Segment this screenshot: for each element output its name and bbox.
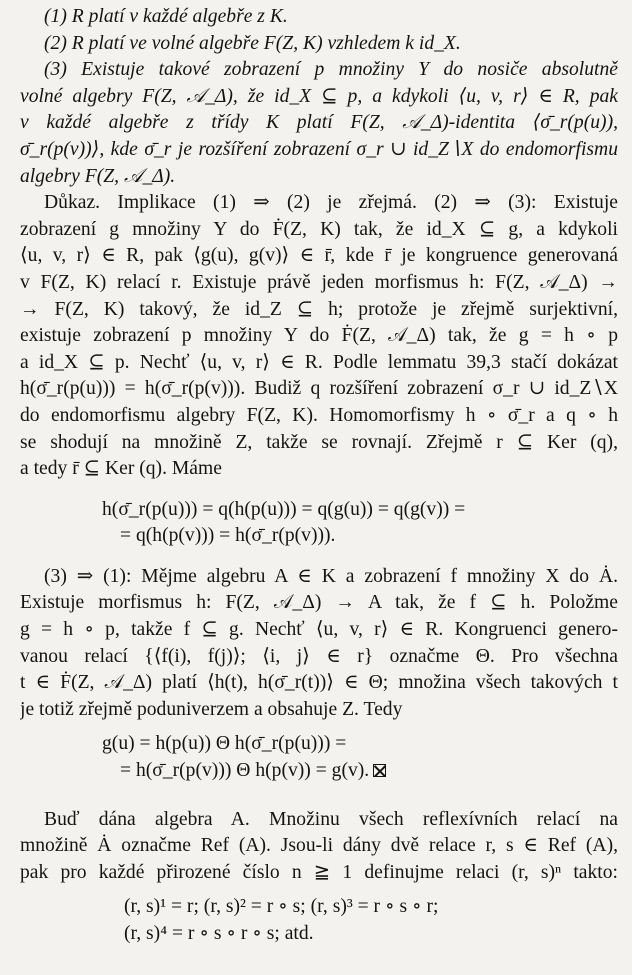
line-text: volné algebry F(Z, 𝒜_Δ), že id_X ⊆ p, a kdykoli ⟨u, v, r⟩ ∈ R, pak	[20, 85, 618, 107]
line-text: Existuje morfismus h: F(Z, 𝒜_Δ) → A tak, že f ⊆ h. Položme	[20, 592, 618, 614]
text-line	[20, 807, 618, 834]
line-text: existuje zobrazení p množiny Y do Ḟ(Z, 𝒜_Δ) tak, že g = h ∘ p	[20, 325, 618, 347]
text-line	[20, 110, 618, 137]
line-text: t ∈ Ḟ(Z, 𝒜_Δ) platí ⟨h(t), h(σ̄_r(t))⟩ ∈ Θ; množina všech takových t	[20, 672, 618, 694]
text-line	[20, 497, 618, 524]
text-line	[20, 617, 618, 644]
line-text: v každé algebře z třídy K platí F(Z, 𝒜_Δ)-identita ⟨σ̄_r(p(u)),	[20, 112, 618, 134]
line-text: vanou relací {⟨f(i), f(j)⟩; ⟨i, j⟩ ∈ r} označme Θ. Pro všechna	[20, 645, 618, 667]
line-text: (r, s)¹ = r; (r, s)² = r ∘ s; (r, s)³ = r ∘ s ∘ r;	[124, 896, 439, 918]
text-line	[20, 670, 618, 697]
qed-box-icon	[373, 764, 386, 777]
text-line	[20, 523, 618, 550]
text-line	[20, 456, 618, 483]
line-text: pak pro každé přirozené číslo n ≧ 1 definujme relaci (r, s)ⁿ takto:	[20, 861, 618, 883]
text-line	[20, 833, 618, 860]
line-text: množině Ȧ označme Ref (A). Jsou-li dány dvě relace r, s ∈ Ref (A),	[20, 835, 618, 857]
text-line	[20, 860, 618, 887]
line-text: = q(h(p(v))) = h(σ̄_r(p(v))).	[120, 525, 336, 547]
spacer	[20, 483, 618, 497]
spacer	[20, 723, 618, 731]
line-text: a tedy r̄ ⊆ Ker (q). Máme	[20, 458, 222, 480]
spacer	[20, 550, 618, 564]
text-line	[20, 243, 618, 270]
line-text: algebry F(Z, 𝒜_Δ).	[20, 165, 176, 187]
text-line	[20, 564, 618, 591]
line-text: g = h ∘ p, takže f ⊆ g. Nechť ⟨u, v, r⟩ ∈ R. Kongruenci genero-	[20, 619, 618, 641]
text-line	[20, 697, 618, 724]
text-line	[20, 57, 618, 84]
line-text: (3) ⇒ (1): Mějme algebru A ∈ K a zobrazení f množiny X do Ȧ.	[44, 565, 618, 587]
text-line	[20, 921, 618, 948]
text-line	[20, 350, 618, 377]
text-line	[20, 894, 618, 921]
line-text: h(σ̄_r(p(u))) = q(h(p(u))) = q(g(u)) = q(g(v)) =	[102, 498, 466, 520]
text-line	[20, 430, 618, 457]
text-line	[20, 644, 618, 671]
line-text: ⟨u, v, r⟩ ∈ R, pak ⟨g(u), g(v)⟩ ∈ r̄, kde r̄ je kongruence generovaná	[20, 245, 618, 267]
spacer	[20, 886, 618, 894]
line-text: (r, s)⁴ = r ∘ s ∘ r ∘ s; atd.	[124, 923, 314, 944]
line-text: do endomorfismu algebry F(Z, K). Homomorfismy h ∘ σ̄_r a q ∘ h	[20, 404, 618, 426]
text-line	[20, 217, 618, 244]
text-line	[20, 758, 618, 785]
text-line	[20, 590, 618, 617]
text-line	[20, 137, 618, 164]
text-line	[20, 84, 618, 111]
line-text: se shodují na množině Z, takže se rovnají. Zřejmě r ⊆ Ker (q),	[20, 431, 618, 453]
line-text: a id_X ⊆ p. Nechť ⟨u, v, r⟩ ∈ R. Podle lemmatu 39,3 stačí dokázat	[20, 351, 618, 373]
line-text: v F(Z, K) relací r. Existuje právě jeden morfismus h: F(Z, 𝒜_Δ) →	[20, 271, 618, 293]
text-line	[20, 403, 618, 430]
line-text: zobrazení g množiny Y do Ḟ(Z, K) tak, že id_X ⊆ g, a kdykoli	[20, 218, 618, 240]
line-text: g(u) = h(p(u)) Θ h(σ̄_r(p(u))) =	[102, 733, 347, 755]
text-line	[20, 323, 618, 350]
line-text: Buď dána algebra A. Množinu všech reflexívních relací na	[44, 808, 618, 830]
text-line	[20, 190, 618, 217]
line-text: je totiž zřejmě poduniverzem a obsahuje Z. Tedy	[20, 698, 403, 720]
text-line	[20, 164, 618, 191]
line-text: (1) R platí v každé algebře z K.	[44, 6, 288, 27]
text-line	[20, 31, 618, 58]
text-line	[20, 731, 618, 758]
text-line	[20, 376, 618, 403]
spacer	[20, 785, 618, 799]
text-line	[20, 4, 618, 31]
line-text: (3) Existuje takové zobrazení p množiny Y do nosiče absolutně	[44, 59, 618, 81]
text-line	[20, 297, 618, 324]
line-text: Důkaz. Implikace (1) ⇒ (2) je zřejmá. (2) ⇒ (3): Existuje	[44, 192, 618, 214]
line-text: = h(σ̄_r(p(v))) Θ h(p(v)) = g(v).	[120, 760, 370, 782]
spacer	[20, 799, 618, 807]
line-text: → F(Z, K) takový, že id_Z ⊆ h; protože je zřejmě surjektivní,	[20, 298, 618, 320]
line-text: σ̄_r(p(v))⟩, kde σ̄_r je rozšíření zobrazení σ_r ∪ id_Z∖X do endomorfismu	[20, 138, 618, 160]
line-text: (2) R platí ve volné algebře F(Z, K) vzhledem k id_X.	[44, 32, 461, 54]
line-text: h(σ̄_r(p(u))) = h(σ̄_r(p(v))). Budiž q rozšíření zobrazení σ_r ∪ id_Z∖X	[20, 378, 618, 400]
text-line	[20, 270, 618, 297]
